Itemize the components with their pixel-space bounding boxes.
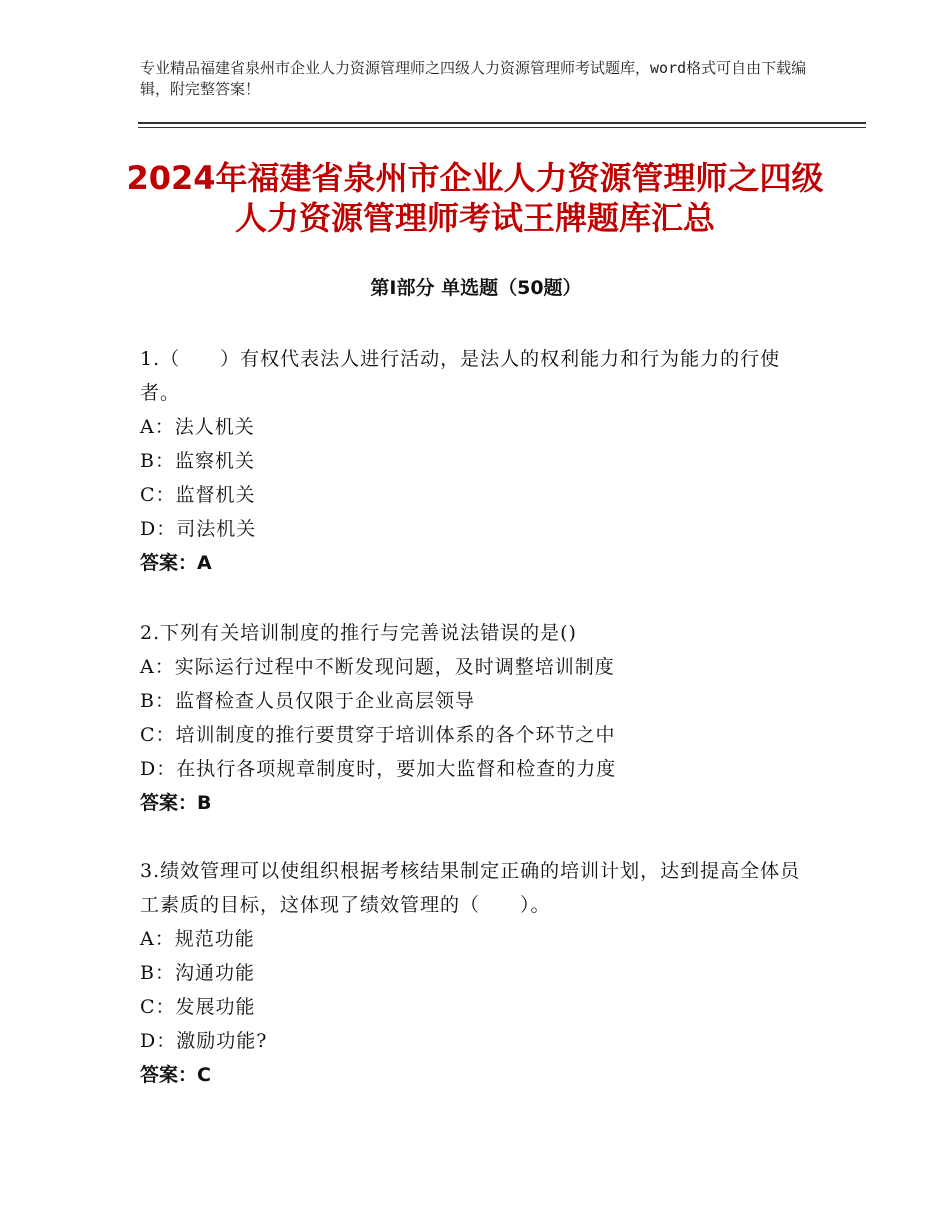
option-b: B：沟通功能 [140, 962, 255, 984]
option-c: C：发展功能 [140, 996, 256, 1018]
option-c: C：监督机关 [140, 484, 256, 506]
question-stem: 3.绩效管理可以使组织根据考核结果制定正确的培训计划，达到提高全体员工素质的目标，这体现了绩效管理的（ ）。 [140, 860, 801, 916]
section-heading: 第Ⅰ部分 单选题（50题） [370, 277, 582, 299]
question-2 [140, 616, 820, 820]
answer: 答案：A [140, 552, 212, 574]
question-3 [140, 854, 820, 1092]
answer: 答案：B [140, 792, 212, 814]
header-note: 专业精品福建省泉州市企业人力资源管理师之四级人力资源管理师考试题库，word格式可自由下载编辑，附完整答案！ [140, 59, 807, 98]
option-a: A：规范功能 [140, 928, 255, 950]
question-1 [140, 342, 820, 580]
option-d: D：在执行各项规章制度时，要加大监督和检查的力度 [140, 758, 617, 780]
option-d: D：司法机关 [140, 518, 257, 540]
answer: 答案：C [140, 1064, 211, 1086]
header-rule-thin [138, 127, 866, 128]
option-b: B：监督检查人员仅限于企业高层领导 [140, 690, 475, 712]
header-rule-thick [138, 122, 866, 124]
question-stem: 2.下列有关培训制度的推行与完善说法错误的是() [140, 622, 577, 644]
option-a: A：法人机关 [140, 416, 255, 438]
question-stem: 1.（ ）有权代表法人进行活动，是法人的权利能力和行为能力的行使者。 [140, 348, 781, 404]
option-c: C：培训制度的推行要贯穿于培训体系的各个环节之中 [140, 724, 616, 746]
option-d: D：激励功能? [140, 1030, 268, 1052]
document-title: 2024年福建省泉州市企业人力资源管理师之四级人力资源管理师考试王牌题库汇总 [126, 159, 824, 237]
option-b: B：监察机关 [140, 450, 255, 472]
option-a: A：实际运行过程中不断发现问题，及时调整培训制度 [140, 656, 615, 678]
